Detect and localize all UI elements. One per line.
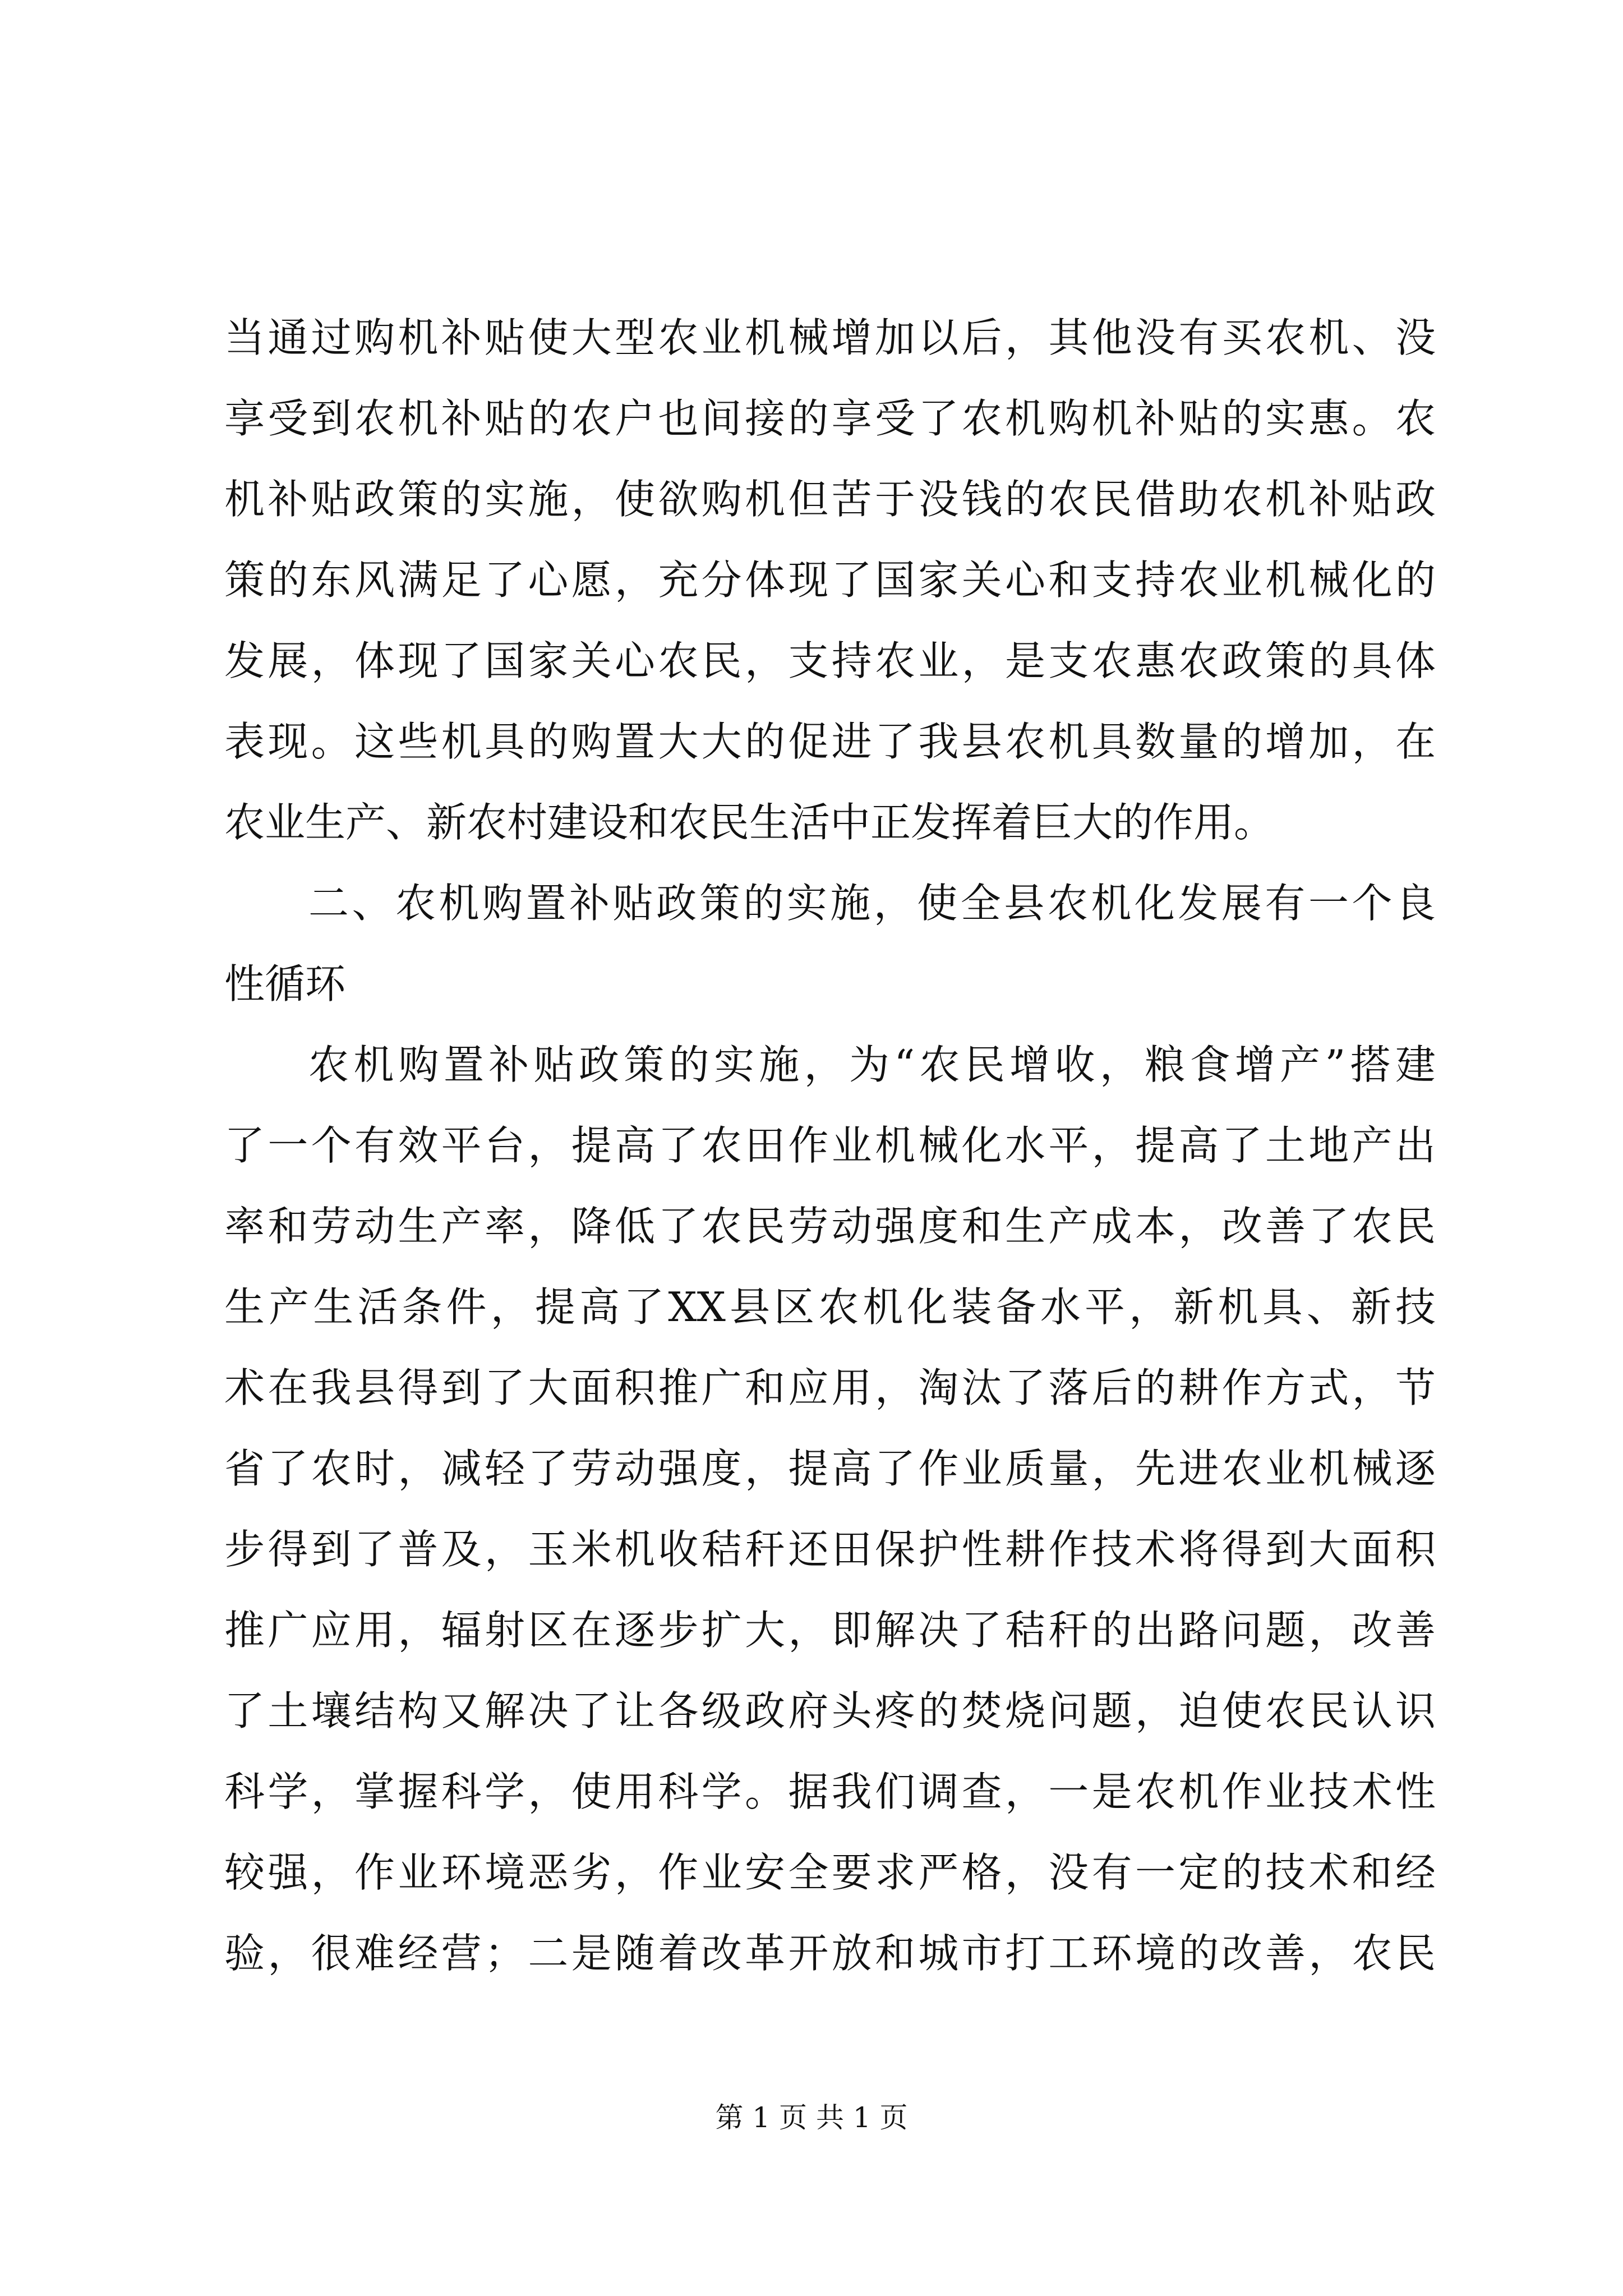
text-line: 享受到农机补贴的农户也间接的享受了农机购机补贴的实惠。农 xyxy=(224,395,1436,442)
text-line: 生产生活条件，提高了XX县区农机化装备水平，新机具、新技 xyxy=(224,1283,1436,1331)
text-line: 验，很难经营；二是随着改革开放和城市打工环境的改善，农民 xyxy=(224,1930,1436,1977)
text-line: 率和劳动生产率，降低了农民劳动强度和生产成本，改善了农民 xyxy=(224,1203,1436,1250)
text-line: 推广应用，辐射区在逐步扩大，即解决了秸秆的出路问题，改善 xyxy=(224,1607,1436,1654)
section-heading-line: 性循环 xyxy=(224,960,346,1007)
document-body xyxy=(224,297,1436,1994)
text-line: 步得到了普及，玉米机收秸秆还田保护性耕作技术将得到大面积 xyxy=(224,1526,1436,1573)
text-line: 机补贴政策的实施，使欲购机但苦于没钱的农民借助农机补贴政 xyxy=(224,476,1436,523)
text-line: 科学，掌握科学，使用科学。据我们调查，一是农机作业技术性 xyxy=(224,1768,1436,1815)
text-line: 策的东风满足了心愿，充分体现了国家关心和支持农业机械化的 xyxy=(224,556,1436,604)
text-line: 农机购置补贴政策的实施，为“农民增收，粮食增产”搭建 xyxy=(308,1041,1436,1088)
text-line: 了一个有效平台，提高了农田作业机械化水平，提高了土地产出 xyxy=(224,1122,1436,1169)
text-line: 术在我县得到了大面积推广和应用，淘汰了落后的耕作方式，节 xyxy=(224,1364,1436,1411)
page-footer xyxy=(0,2098,1623,2137)
text-line: 省了农时，减轻了劳动强度，提高了作业质量，先进农业机械逐 xyxy=(224,1445,1436,1492)
text-line: 较强，作业环境恶劣，作业安全要求严格，没有一定的技术和经 xyxy=(224,1849,1436,1896)
text-line: 农业生产、新农村建设和农民生活中正发挥着巨大的作用。 xyxy=(224,799,1275,846)
text-line: 了土壤结构又解决了让各级政府头疼的焚烧问题，迫使农民认识 xyxy=(224,1687,1436,1734)
page-number-label: 第 1 页 共 1 页 xyxy=(715,2101,908,2134)
section-heading-line: 二、农机购置补贴政策的实施，使全县农机化发展有一个良 xyxy=(308,880,1436,927)
text-line: 发展，体现了国家关心农民，支持农业，是支农惠农政策的具体 xyxy=(224,637,1436,684)
text-line: 表现。这些机具的购置大大的促进了我县农机具数量的增加，在 xyxy=(224,718,1436,765)
text-line: 当通过购机补贴使大型农业机械增加以后，其他没有买农机、没 xyxy=(224,314,1436,361)
